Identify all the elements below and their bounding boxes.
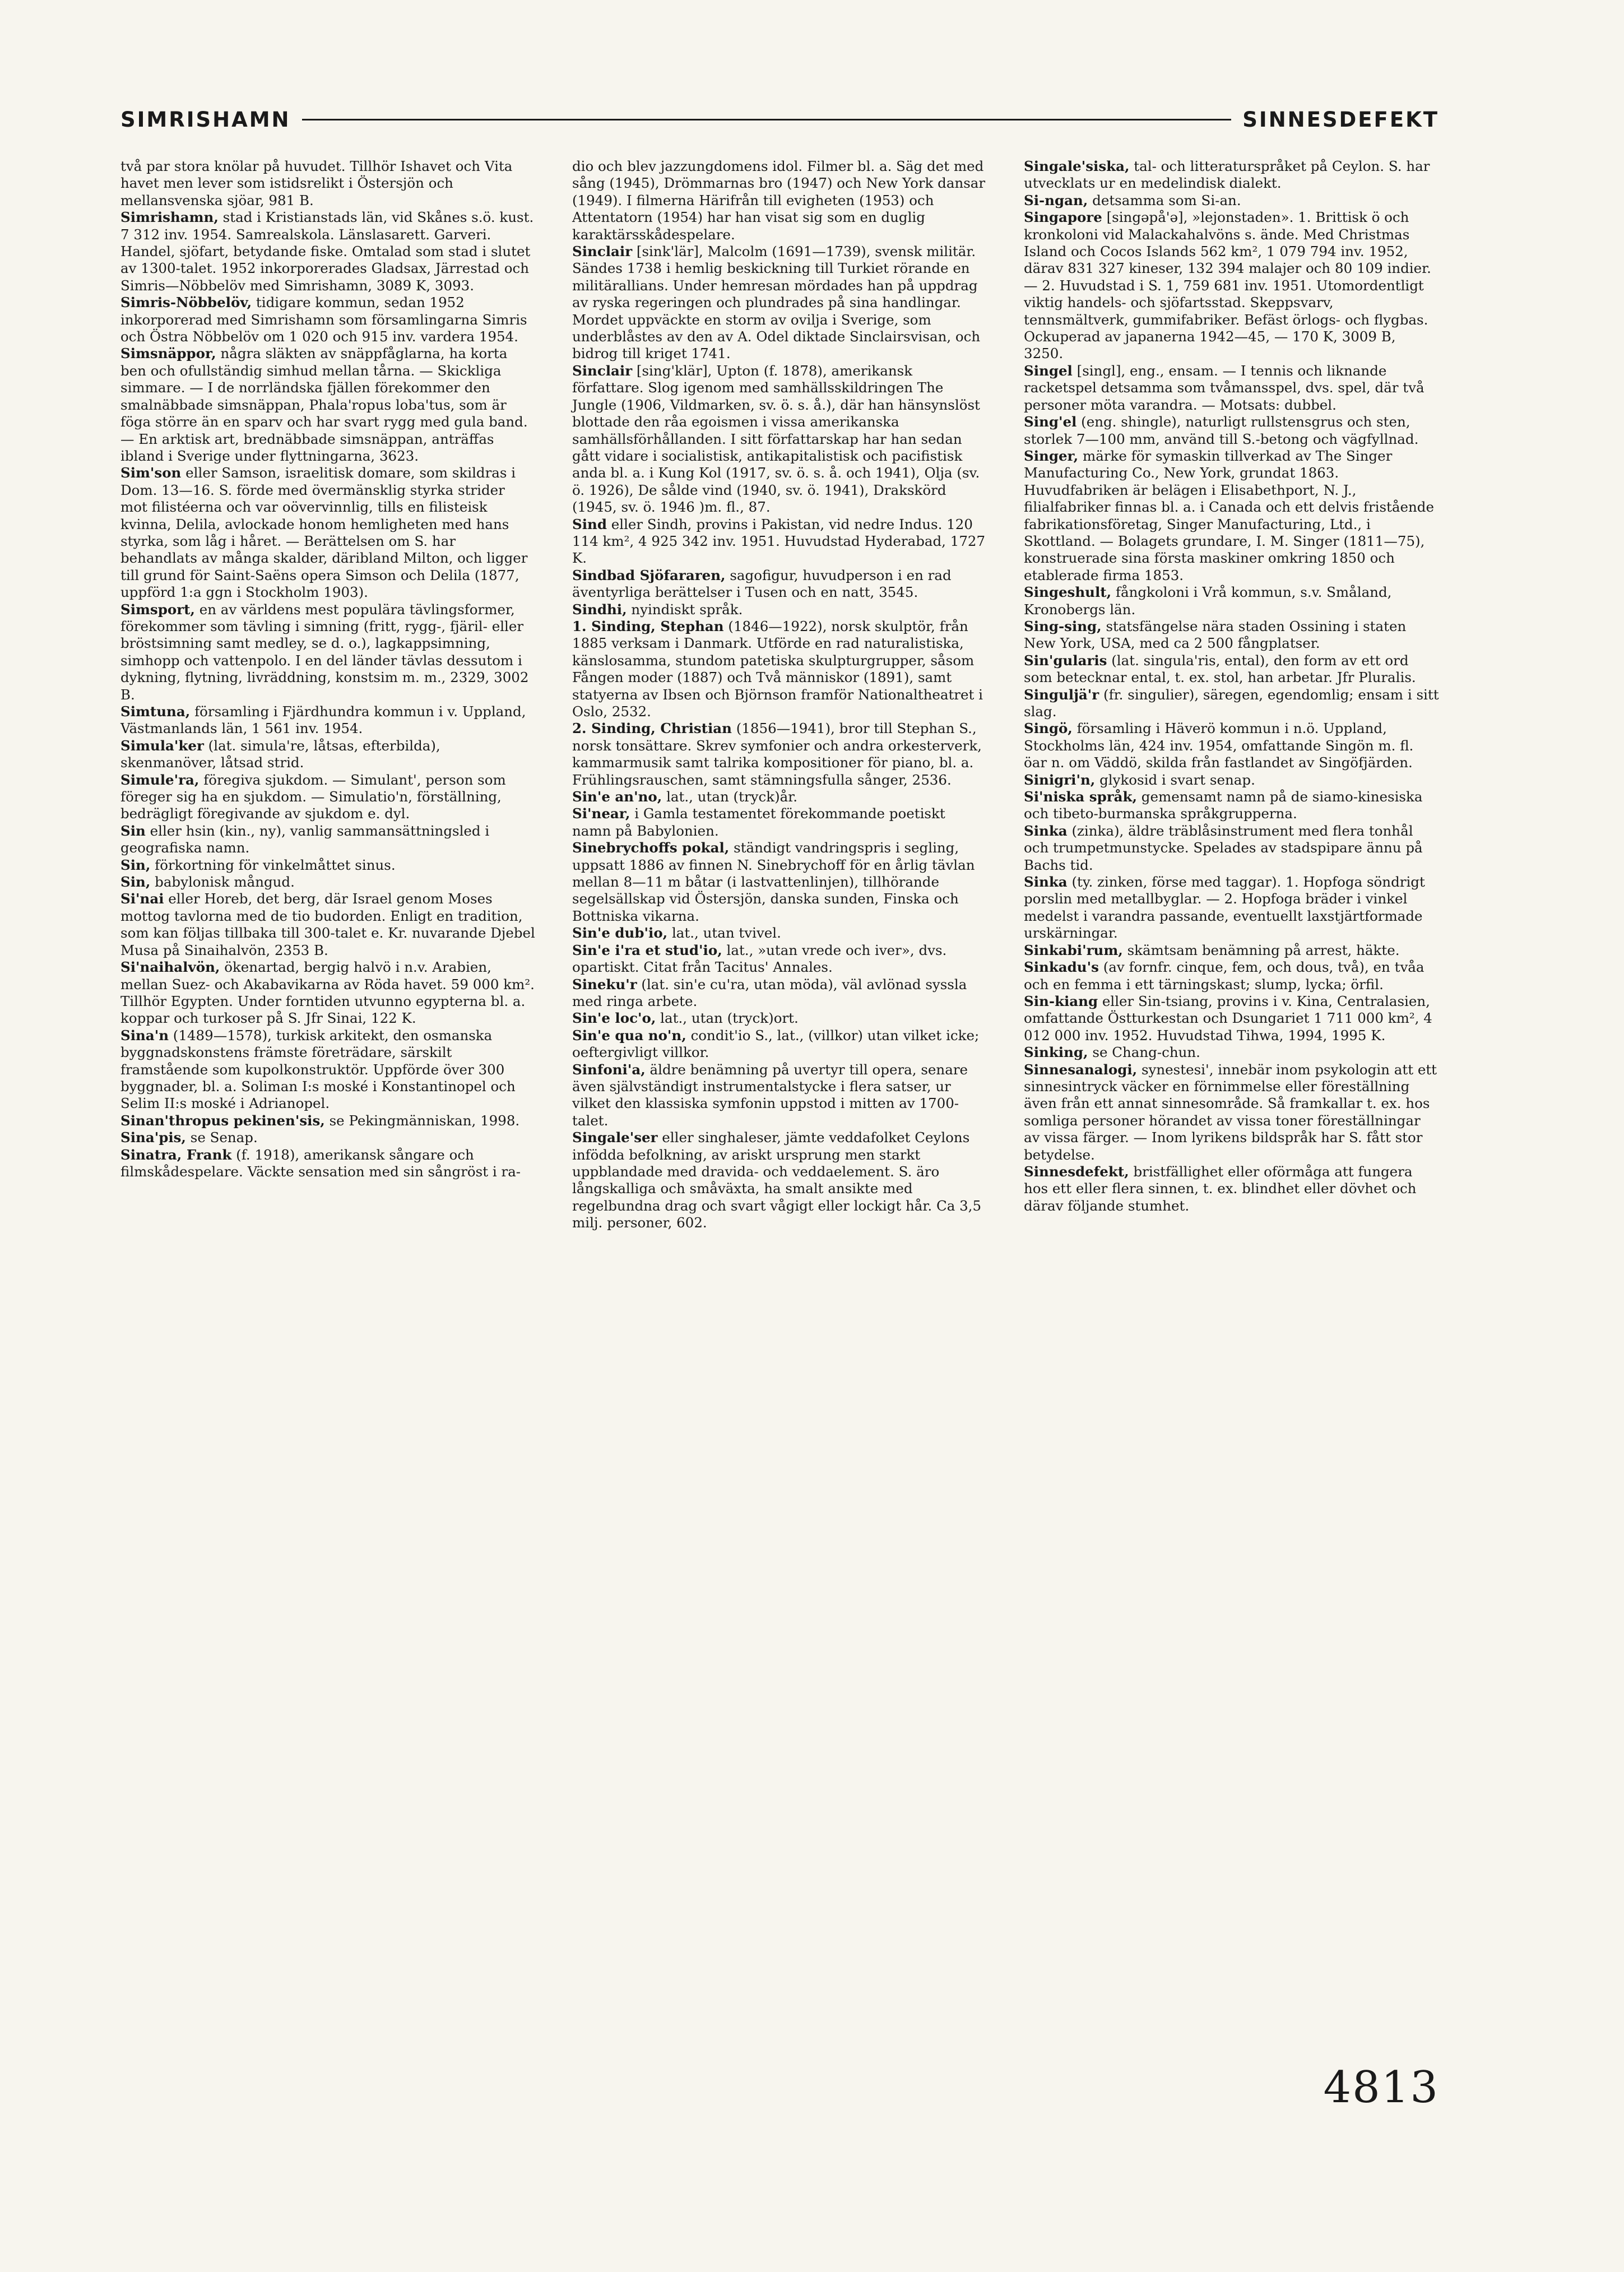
entry-term: Sinkadu's	[1024, 959, 1099, 976]
entry-term: Sinigri'n,	[1024, 771, 1096, 788]
entry-text: [singəpå'ə], »lejonstaden». 1. Brittisk ö och kronkoloni vid Malackahalvöns s. ände. Med Christmas Island och Cocos Islands 562 km², 1 079 794 inv. 1952, därav 831 327 kineser, 132 394 malajer och 80 109 indier. — 2. Huvudstad i S. 1, 759 681 inv. 1951. Utomordentligt viktig handels- och sjöfartsstad. Skeppsvarv, tennsmältverk, gummifabriker. Befäst örlogs- och flygbas. Ockuperad av japanerna 1942—45, — 170 K, 3009 B, 3250.	[1024, 209, 1431, 362]
dictionary-entry	[572, 805, 987, 840]
entry-term: Sineku'r	[572, 976, 637, 993]
dictionary-entry	[1024, 720, 1439, 771]
dictionary-entry	[120, 465, 536, 601]
entry-term: Si'near,	[572, 805, 630, 822]
dictionary-entry	[1024, 772, 1439, 789]
header-right-word: SINNESDEFEKT	[1242, 107, 1439, 132]
dictionary-entry	[572, 976, 987, 1010]
entry-text: (eng. shingle), naturligt rullstensgrus och sten, storlek 7—100 mm, använd till S.-betong och vägfyllnad.	[1024, 414, 1419, 447]
entry-text: några släkten av snäppfåglarna, ha korta ben och ofullständig simhud mellan tårna. — Skickliga simmare. — I de norrländska fjällen förekommer den smalnäbbade simsnäppan, Phala'ropus loba'tus, som är föga större än en sparv och har svart rygg med gula band. — En arktisk art, brednäbbade simsnäppan, anträffas ibland i Sverige under flyttningarna, 3623.	[120, 345, 528, 464]
dictionary-entry	[572, 158, 987, 243]
header-rule	[302, 119, 1232, 120]
entry-term: Sinnesdefekt,	[1024, 1163, 1129, 1180]
dictionary-entry	[120, 601, 536, 703]
dictionary-entry	[1024, 1061, 1439, 1163]
dictionary-entry	[572, 516, 987, 567]
dictionary-entry	[1024, 209, 1439, 363]
entry-text: (lat. simula're, låtsas, efterbilda), skenmanöver, låtsad strid.	[120, 737, 440, 771]
entry-term: Singale'ser	[572, 1129, 658, 1146]
entry-term: 1. Sinding, Stephan	[572, 618, 724, 634]
dictionary-entry	[572, 925, 987, 942]
entry-term: Sinclair	[572, 243, 633, 260]
dictionary-entry	[120, 874, 536, 891]
entry-term: Sin'gularis	[1024, 652, 1107, 669]
dictionary-entry	[572, 243, 987, 363]
entry-text: tidigare kommun, sedan 1952 inkorporerad med Simrishamn som församlingarna Simris och Östra Nöbbelöv om 1 020 och 915 inv. vardera 1954.	[120, 294, 527, 345]
entry-text: fångkoloni i Vrå kommun, s.v. Småland, Kronobergs län.	[1024, 584, 1392, 618]
entry-text: (lat. sin'e cu'ra, utan möda), väl avlönad syssla med ringa arbete.	[572, 976, 967, 1009]
dictionary-entry	[120, 772, 536, 823]
entry-term: 2. Sinding, Christian	[572, 720, 732, 737]
entry-term: Si'niska språk,	[1024, 789, 1138, 805]
entry-text: eller singhaleser, jämte veddafolket Ceylons infödda befolkning, av ariskt ursprung men starkt uppblandade med dravida- och veddaelement. S. äro långskalliga och småväxta, ha smalt ansikte med regelbundna drag och svart vågigt eller lockigt hår. Ca 3,5 milj. personer, 602.	[572, 1129, 982, 1231]
entry-term: Sin'e an'no,	[572, 789, 662, 805]
entry-term: Sin'e loc'o,	[572, 1010, 656, 1027]
dictionary-entry	[120, 1147, 536, 1181]
dictionary-entry	[1024, 414, 1439, 448]
entry-term: Sin	[120, 822, 146, 839]
entry-term: Simris-Nöbbelöv,	[120, 294, 252, 311]
entry-text: (1856—1941), bror till Stephan S., norsk tonsättare. Skrev symfonier och andra orkesterverk, kammarmusik samt talrika kompositioner för piano, bl. a. Frühlingsrauschen, samt stämningsfulla sånger, 2536.	[572, 720, 982, 788]
entry-text: (1489—1578), turkisk arkitekt, den osmanska byggnadskonstens främste företrädare, särskilt framstående som kupolkonstruktör. Uppförde över 300 byggnader, bl. a. Soliman I:s moské i Konstantinopel och Selim II:s moské i Adrianopel.	[120, 1027, 516, 1112]
entry-text: lat., utan (tryck)år.	[662, 789, 798, 805]
entry-text: condit'io S., lat., (villkor) utan vilket icke; oeftergivligt villkor.	[572, 1027, 980, 1061]
entry-text: märke för symaskin tillverkad av The Singer Manufacturing Co., New York, grundat 1863. Huvudfabriken är belägen i Elisabethport, N. J., filialfabriker finnas bl. a. i Canada och ett delvis fristående fabrikationsföretag, Singer Manufacturing, Ltd., i Skottland. — Bolagets grundare, I. M. Singer (1811—75), konstruerade sina första maskiner omkring 1850 och etablerade firma 1853.	[1024, 447, 1434, 583]
entry-text: eller hsin (kin., ny), vanlig sammansättningsled i geografiska namn.	[120, 822, 490, 856]
entry-term: Singer,	[1024, 447, 1079, 464]
entry-text: lat., utan (tryck)ort.	[656, 1010, 799, 1027]
entry-term: Sinebrychoffs pokal,	[572, 840, 730, 856]
entry-text: äldre benämning på uvertyr till opera, senare även självständigt instrumentalstycke i flera satser, ur vilket den klassiska symfonin uppstod i mitten av 1700-talet.	[572, 1061, 968, 1129]
entry-text: [sing'klär], Upton (f. 1878), amerikansk författare. Slog igenom med samhällsskildringen The Jungle (1906, Vildmarken, sv. ö. s. å.), där han hänsynslöst blottade den råa egoismen i vissa amerikanska samhällsförhållanden. I sitt författarskap har han sedan gått vidare i socialistisk, antikapitalistisk och pacifistisk anda bl. a. i Kung Kol (1917, sv. ö. s. å. och 1941), Olja (sv. ö. 1926), De sålde vind (1940, sv. ö. 1941), Drakskörd (1945, sv. ö. 1946 )m. fl., 87.	[572, 362, 980, 516]
dictionary-entry	[1024, 823, 1439, 874]
entry-term: Sinclair	[572, 362, 633, 379]
entry-term: Sind	[572, 516, 607, 532]
entry-term: Sinka	[1024, 874, 1068, 891]
entry-text: eller Sin-tsiang, provins i v. Kina, Centralasien, omfattande Östturkestan och Dsungariet 1 711 000 km², 4 012 000 inv. 1952. Huvudstad Tihwa, 1994, 1995 K.	[1024, 993, 1432, 1044]
dictionary-entry	[572, 567, 987, 601]
entry-term: Simtuna,	[120, 703, 191, 720]
dictionary-entry	[1024, 789, 1439, 823]
entry-text: gemensamt namn på de siamo-kinesiska och tibeto-burmanska språkgrupperna.	[1024, 789, 1423, 822]
entry-term: Sing-sing,	[1024, 618, 1102, 634]
entry-text: föregiva sjukdom. — Simulant', person som föreger sig ha en sjukdom. — Simulatio'n, förställning, bedrägligt föregivande av sjukdom e. dyl.	[120, 771, 506, 822]
page-number: 4813	[1323, 2062, 1439, 2113]
column-3	[1024, 158, 1439, 2007]
entry-text: lat., utan tvivel.	[667, 925, 781, 942]
entry-text: (zinka), äldre träblåsinstrument med flera tonhål och trumpetmunstycke. Spelades av stadspipare ännu på Bachs tid.	[1024, 822, 1423, 873]
dictionary-entry	[1024, 652, 1439, 687]
dictionary-entry	[572, 601, 987, 618]
dictionary-entry	[572, 720, 987, 789]
entry-text: eller Horeb, det berg, där Israel genom Moses mottog tavlorna med de tio budorden. Enligt en tradition, som kan följas tillbaka till 300-talet e. Kr. nuvarande Djebel Musa på Sinaihalvön, 2353 B.	[120, 891, 535, 958]
dictionary-entry	[572, 789, 987, 805]
entry-term: Sinfoni'a,	[572, 1061, 646, 1078]
dictionary-entry	[1024, 993, 1439, 1044]
entry-term: Si'nai	[120, 891, 164, 907]
dictionary-entry	[572, 1010, 987, 1027]
entry-term: Singuljä'r	[1024, 686, 1099, 703]
entry-text: eller Sindh, provins i Pakistan, vid nedre Indus. 120 114 km², 4 925 342 inv. 1951. Huvudstad Hyderabad, 1727 K.	[572, 516, 986, 567]
dictionary-entry	[1024, 618, 1439, 652]
dictionary-entry	[120, 891, 536, 959]
dictionary-entry	[572, 618, 987, 720]
column-2	[572, 158, 987, 2007]
entry-text: en av världens mest populära tävlingsformer, förekommer som tävling i simning (fritt, rygg-, fjäril- eller bröstsimning samt medley, se d. o.), lagkappsimning, simhopp och vattenpolo. I en del länder tävlas dessutom i dykning, flytning, livräddning, konstsim m. m., 2329, 3002 B.	[120, 601, 529, 703]
entry-text: församling i Häverö kommun i n.ö. Uppland, Stockholms län, 424 inv. 1954, omfattande Singön m. fl. öar n. om Väddö, skilda från fastlandet av Singöfjärden.	[1024, 720, 1414, 771]
entry-term: Sinan'thropus pekinen'sis,	[120, 1112, 325, 1129]
entry-term: Sindbad Sjöfararen,	[572, 567, 726, 583]
entry-text: två par stora knölar på huvudet. Tillhör Ishavet och Vita havet men lever som istidsrelikt i Östersjön och mellansvenska sjöar, 981 B.	[120, 158, 513, 208]
entry-text: stad i Kristianstads län, vid Skånes s.ö. kust. 7 312 inv. 1954. Samrealskola. Länslasarett. Garveri. Handel, sjöfart, betydande fiske. Omtalad som stad i slutet av 1300-talet. 1952 inkorporerades Gladsax, Järrestad och Simris—Nöbbelöv med Simrishamn, 3089 K, 3093.	[120, 209, 534, 294]
entry-text: bristfällighet eller oförmåga att fungera hos ett eller flera sinnen, t. ex. blindhet eller dövhet och därav följande stumhet.	[1024, 1163, 1417, 1214]
entry-term: Sin,	[120, 856, 151, 873]
entry-text: församling i Fjärdhundra kommun i v. Uppland, Västmanlands län, 1 561 inv. 1954.	[120, 703, 526, 737]
entry-term: Singapore	[1024, 209, 1102, 226]
dictionary-entry	[120, 294, 536, 345]
entry-term: Sina'pis,	[120, 1129, 186, 1146]
entry-text: (lat. singula'ris, ental), den form av ett ord som betecknar ental, t. ex. stol, han arbetar. Jfr Pluralis.	[1024, 652, 1416, 686]
entry-text: eller Samson, israelitisk domare, som skildras i Dom. 13—16. S. förde med övermänsklig styrka strider mot filistéerna och var oövervinnlig, tills en filisteisk kvinna, Delila, avlockade honom hemligheten med hans styrka, som låg i håret. — Berättelsen om S. har behandlats av många skalder, däribland Milton, och ligger till grund för Saint-Saëns opera Simson och Delila (1877, uppförd 1:a ggn i Stockholm 1903).	[120, 465, 528, 601]
columns	[120, 158, 1439, 2007]
entry-term: Simrishamn,	[120, 209, 219, 226]
entry-term: Sin-kiang	[1024, 993, 1098, 1009]
entry-term: Sinkabi'rum,	[1024, 942, 1123, 958]
entry-text: se Chang-chun.	[1088, 1044, 1200, 1061]
entry-term: Sinka	[1024, 822, 1068, 839]
dictionary-entry	[120, 703, 536, 738]
entry-text: förkortning för vinkelmåttet sinus.	[150, 856, 396, 873]
dictionary-entry	[1024, 584, 1439, 618]
dictionary-entry	[1024, 192, 1439, 209]
entry-term: Singel	[1024, 362, 1073, 379]
entry-text: lat., »utan vrede och iver», dvs. opartiskt. Citat från Tacitus' Annales.	[572, 942, 947, 976]
entry-term: Sin'e dub'io,	[572, 925, 668, 942]
entry-term: Sin'e qua no'n,	[572, 1027, 686, 1044]
entry-text: i Gamla testamentet förekommande poetiskt namn på Babylonien.	[572, 805, 945, 839]
entry-term: Sinatra, Frank	[120, 1146, 232, 1163]
dictionary-entry	[120, 738, 536, 772]
dictionary-entry	[1024, 942, 1439, 959]
entry-term: Sindhi,	[572, 601, 627, 618]
entry-text: se Pekingmänniskan, 1998.	[324, 1112, 520, 1129]
entry-text: (f. 1918), amerikansk sångare och filmskådespelare. Väckte sensation med sin sångröst i ra-	[120, 1146, 521, 1180]
entry-term: Simsport,	[120, 601, 195, 618]
header-left-word: SIMRISHAMN	[120, 107, 291, 132]
entry-term: Sin,	[120, 874, 151, 891]
entry-term: Singö,	[1024, 720, 1073, 737]
column-1	[120, 158, 536, 2007]
entry-term: Si-ngan,	[1024, 192, 1088, 208]
entry-term: Sinnesanalogi,	[1024, 1061, 1138, 1078]
dictionary-entry	[1024, 448, 1439, 584]
entry-text: (av fornfr. cinque, fem, och dous, två), en tvåa och en femma i ett tärningskast; slump, lycka; örfil.	[1024, 959, 1425, 993]
entry-text: [singl], eng., ensam. — I tennis och liknande racketspel detsamma som tvåmansspel, dvs. spel, där två personer möta varandra. — Motsats: dubbel.	[1024, 362, 1425, 413]
entry-text: (fr. singulier), säregen, egendomlig; ensam i sitt slag.	[1024, 686, 1439, 720]
entry-term: Singale'siska,	[1024, 158, 1130, 174]
dictionary-entry	[120, 1112, 536, 1129]
entry-text: se Senap.	[185, 1129, 258, 1146]
dictionary-entry	[1024, 1163, 1439, 1214]
dictionary-entry	[120, 1129, 536, 1146]
dictionary-entry	[572, 1061, 987, 1130]
entry-term: Sin'e i'ra et stud'io,	[572, 942, 722, 958]
dictionary-entry	[1024, 874, 1439, 942]
dictionary-entry	[572, 1129, 987, 1231]
entry-text: synestesi', innebär inom psykologin att ett sinnesintryck väcker en förnimmelse eller föreställning även från ett annat sinnesområde. Så framkallar t. ex. hos somliga personer hörandet av vissa toner föreställningar av vissa färger. — Inom lyrikens bildspråk har S. fått stor betydelse.	[1024, 1061, 1437, 1163]
dictionary-entry	[120, 209, 536, 294]
entry-term: Singeshult,	[1024, 584, 1112, 601]
dictionary-entry	[1024, 363, 1439, 414]
dictionary-entry	[1024, 1044, 1439, 1061]
dictionary-entry	[120, 1027, 536, 1112]
dictionary-entry	[120, 959, 536, 1027]
entry-term: Sim'son	[120, 465, 182, 481]
dictionary-entry	[572, 363, 987, 516]
dictionary-entry	[120, 158, 536, 209]
entry-text: tal- och litteraturspråket på Ceylon. S. har utvecklats ur en medelindisk dialekt.	[1024, 158, 1430, 192]
dictionary-entry	[120, 823, 536, 857]
running-header	[120, 100, 1439, 139]
entry-text: detsamma som Si-an.	[1088, 192, 1241, 208]
entry-text: nyindiskt språk.	[627, 601, 743, 618]
entry-term: Sinking,	[1024, 1044, 1088, 1061]
entry-text: skämtsam benämning på arrest, häkte.	[1122, 942, 1400, 958]
entry-text: statsfängelse nära staden Ossining i staten New York, USA, med ca 2 500 fångplatser.	[1024, 618, 1407, 652]
entry-text: dio och blev jazzungdomens idol. Filmer bl. a. Säg det med sång (1945), Drömmarnas bro (1947) och New York dansar (1949). I filmerna Härifrån till evigheten (1953) och Attentatorn (1954) har han visat sig som en duglig karaktärsskådespelare.	[572, 158, 986, 243]
entry-term: Sing'el	[1024, 414, 1077, 430]
dictionary-entry	[1024, 158, 1439, 192]
dictionary-entry	[1024, 959, 1439, 993]
entry-term: Simula'ker	[120, 737, 204, 754]
entry-text: ökenartad, bergig halvö i n.v. Arabien, mellan Suez- och Akabavikarna av Röda havet. 59 000 km². Tillhör Egypten. Under forntiden utvunno egypterna bl. a. koppar och turkoser på S. Jfr Sinai, 122 K.	[120, 959, 535, 1027]
entry-text: glykosid i svart senap.	[1095, 771, 1255, 788]
entry-term: Simule'ra,	[120, 771, 199, 788]
entry-text: [sink'lär], Malcolm (1691—1739), svensk militär. Sändes 1738 i hemlig beskickning till Turkiet rörande en militärallians. Under hemresan mördades han på uppdrag av ryska regeringen och plundrades på sina handlingar. Mordet uppväckte en storm av ovilja i Sverige, som underblåstes av den av A. Odel diktade Sinclairsvisan, och bidrog till kriget 1741.	[572, 243, 981, 362]
entry-text: ständigt vandringspris i segling, uppsatt 1886 av finnen N. Sinebrychoff för en årlig tävlan mellan 8—11 m båtar (i lastvattenlinjen), tillhörande segelsällskap vid Östersjön, danska sunden, Finska och Bottniska vikarna.	[572, 840, 975, 924]
dictionary-entry	[120, 857, 536, 874]
entry-text: sagofigur, huvudperson i en rad äventyrliga berättelser i Tusen och en natt, 3545.	[572, 567, 952, 601]
entry-term: Sina'n	[120, 1027, 169, 1044]
dictionary-entry	[1024, 687, 1439, 721]
entry-text: (ty. zinken, förse med taggar). 1. Hopfoga söndrigt porslin med metallbyglar. — 2. Hopfoga bräder i vinkel medelst i varandra passande, eventuellt laxstjärtformade urskärningar.	[1024, 874, 1425, 942]
dictionary-entry	[120, 345, 536, 465]
dictionary-entry	[572, 840, 987, 925]
entry-text: (1846—1922), norsk skulptör, från 1885 verksam i Danmark. Utförde en rad naturalistiska, känslosamma, stundom patetiska skulpturgrupper, såsom Fången moder (1887) och Två människor (1891), samt statyerna av Ibsen och Björnson framför Nationaltheatret i Oslo, 2532.	[572, 618, 983, 720]
entry-term: Simsnäppor,	[120, 345, 216, 362]
entry-text: babylonisk mångud.	[150, 874, 295, 891]
dictionary-entry	[572, 1027, 987, 1061]
dictionary-entry	[572, 942, 987, 976]
entry-term: Si'naihalvön,	[120, 959, 220, 976]
